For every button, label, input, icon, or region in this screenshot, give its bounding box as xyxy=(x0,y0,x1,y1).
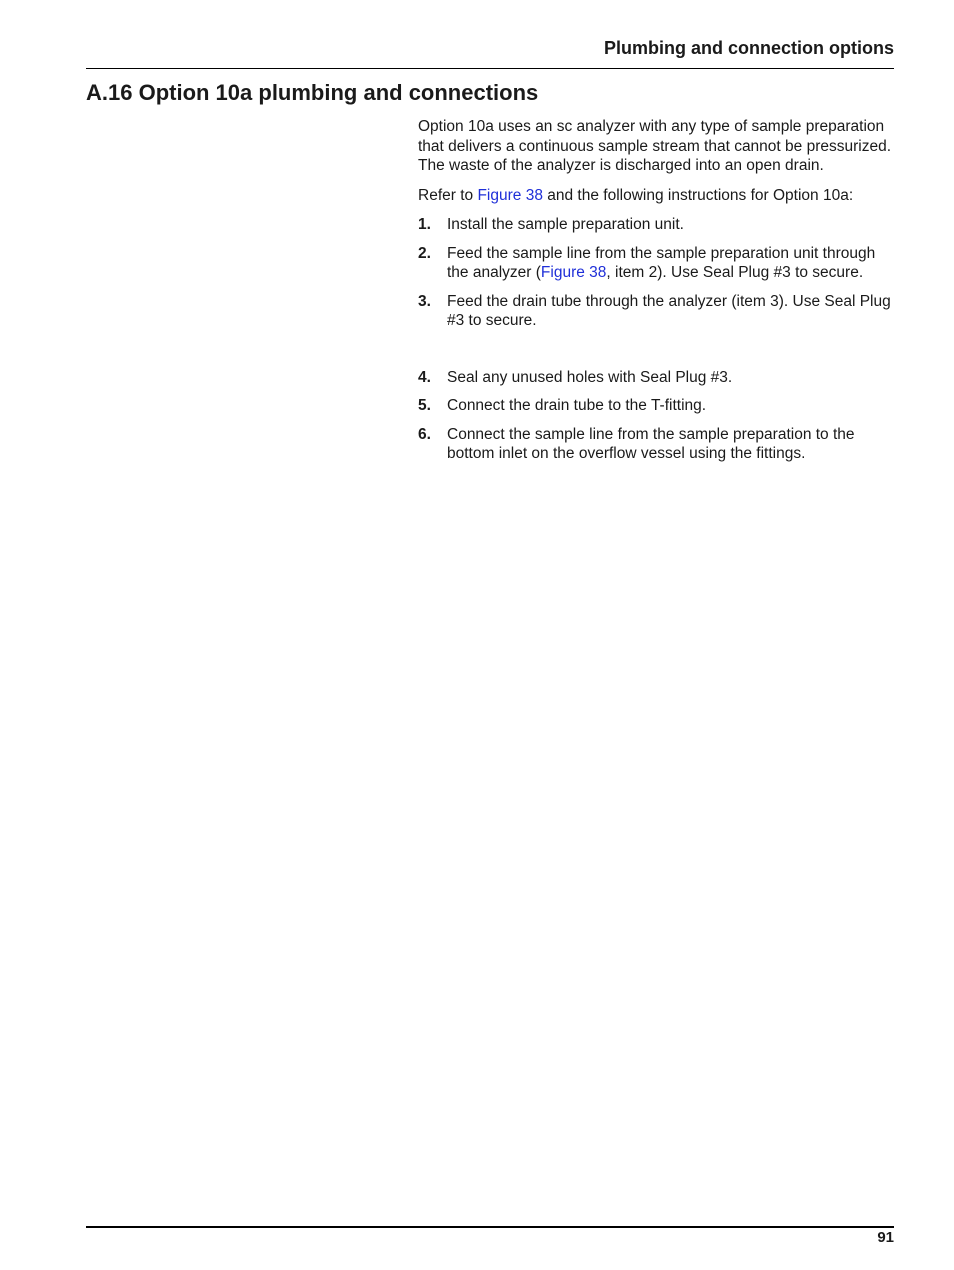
figure-38-link[interactable]: Figure 38 xyxy=(540,264,607,281)
refer-text-after: and the following instructions for Option 10a: xyxy=(542,186,854,204)
refer-paragraph xyxy=(418,186,896,206)
figure-38-link[interactable]: Figure 38 xyxy=(477,186,543,204)
step-text: Seal any unused holes with Seal Plug #3. xyxy=(447,368,733,386)
step-number: 3. xyxy=(418,292,431,310)
list-item xyxy=(418,244,896,283)
header-divider xyxy=(86,68,894,69)
instruction-list xyxy=(418,215,896,464)
step-number: 6. xyxy=(418,425,431,443)
intro-paragraph: Option 10a uses an sc analyzer with any type of sample preparation that delivers a continuous sample stream that cannot be pressurized. The waste of the analyzer is discharged into an open drain. xyxy=(418,118,892,174)
step-text-before: Feed the sample line from the sample preparation unit through the analyzer ( xyxy=(447,244,876,281)
list-item xyxy=(418,292,896,331)
list-item xyxy=(418,425,896,464)
list-item xyxy=(418,396,896,416)
step-text: Connect the drain tube to the T-fitting. xyxy=(447,397,707,414)
step-text: Connect the sample line from the sample preparation to the bottom inlet on the overflow vessel using the fittings. xyxy=(447,425,855,462)
step-text-after: , item 2). Use Seal Plug #3 to secure. xyxy=(606,264,864,281)
step-number: 4. xyxy=(418,368,431,386)
step-number: 2. xyxy=(418,244,431,262)
list-item xyxy=(418,215,896,235)
section-title: A.16 Option 10a plumbing and connections xyxy=(86,80,539,105)
running-header: Plumbing and connection options xyxy=(604,38,894,58)
step-number: 5. xyxy=(418,397,431,414)
step-number: 1. xyxy=(418,216,431,233)
page-number: 91 xyxy=(877,1229,894,1246)
step-text: Install the sample preparation unit. xyxy=(447,216,684,233)
list-item xyxy=(418,368,896,388)
step-text: Feed the drain tube through the analyzer (item 3). Use Seal Plug #3 to secure. xyxy=(447,292,891,329)
body-column xyxy=(418,117,896,473)
refer-text-before: Refer to xyxy=(418,186,478,204)
footer-divider xyxy=(86,1226,894,1228)
